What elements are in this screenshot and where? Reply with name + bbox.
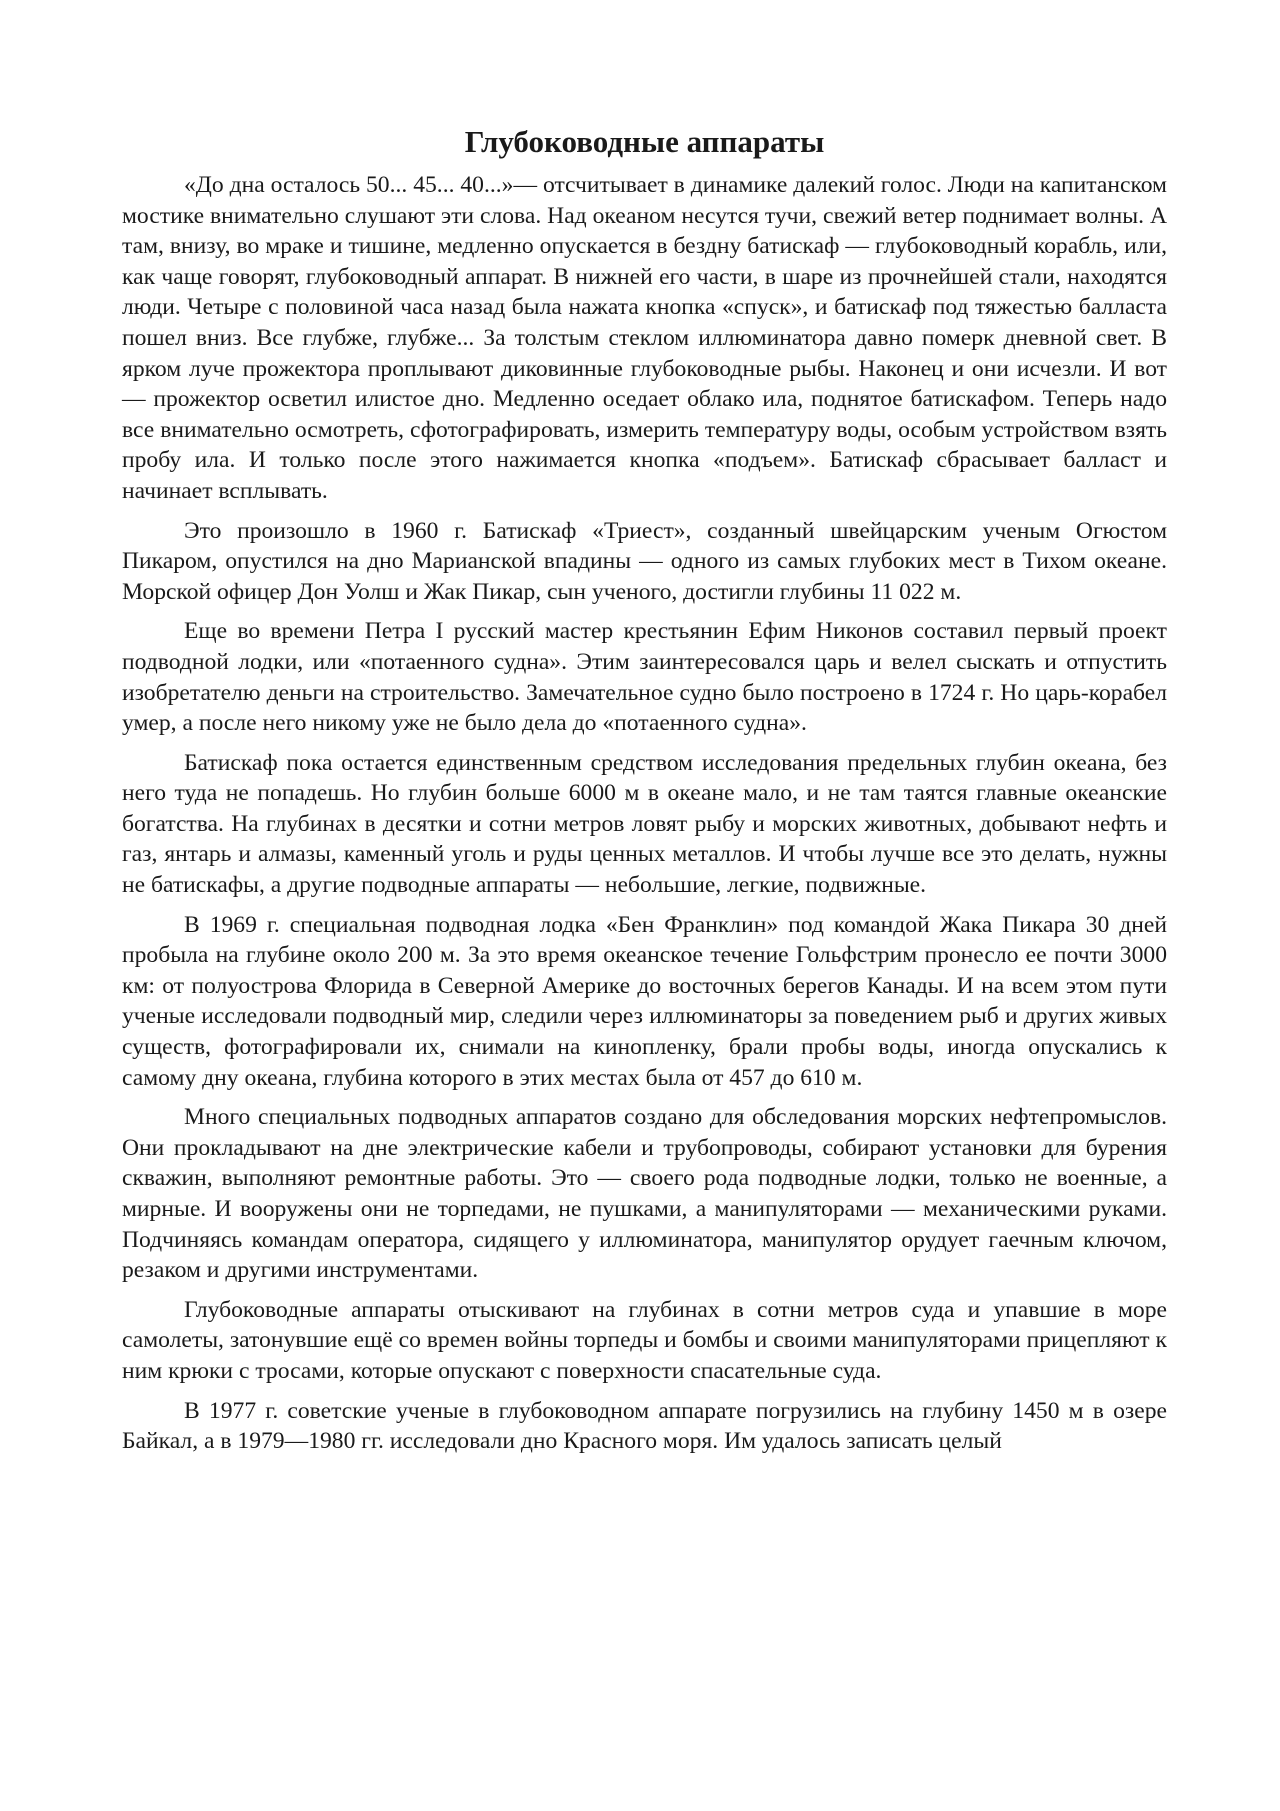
paragraph-5: В 1969 г. специальная подводная лодка «Бен Франклин» под командой Жака Пикара 30 дней пробыла на глубине около 200 м. За это время океанское течение Гольфстрим пронесло ее почти 3000 км: от полуострова Флорида в Северной Америке до восточных берегов Канады. И на всем этом пути ученые исследовали подводный мир, следили через иллюминаторы за поведением рыб и других живых существ, фотографировали их, снимали на кинопленку, брали пробы воды, иногда опускались к самому дну океана, глубина которого в этих местах была от 457 до 610 м. — [122, 911, 1167, 1091]
document-page — [122, 122, 1167, 1466]
paragraph-1: «До дна осталось 50... 45... 40...»— отсчитывает в динамике далекий голос. Люди на капитанском мостике внимательно слушают эти слова. Над океаном несутся тучи, свежий ветер поднимает волны. А там, внизу, во мраке и тишине, медленно опускается в бездну батискаф — глубоководный корабль, или, как чаще говорят, глубоководный аппарат. В нижней его части, в шаре из прочнейшей стали, находятся люди. Четыре с половиной часа назад была нажата кнопка «спуск», и батискаф под тяжестью балласта пошел вниз. Все глубже, глубже... За толстым стеклом иллюминатора давно померк дневной свет. В ярком луче прожектора проплывают диковинные глубоководные рыбы. Наконец и они исчезли. И вот — прожектор осветил илистое дно. Медленно оседает облако ила, поднятое батискафом. Теперь надо все внимательно осмотреть, сфотографировать, измерить температуру воды, особым устройством взять пробу ила. И только после этого нажимается кнопка «подъем». Батискаф сбрасывает балласт и начинает всплывать. — [122, 172, 1167, 504]
paragraph-3: Еще во времени Петра I русский мастер крестьянин Ефим Никонов составил первый проект подводной лодки, или «потаенного судна». Этим заинтересовался царь и велел сыскать и отпустить изобретателю деньги на строительство. Замечательное судно было построено в 1724 г. Но царь-корабел умер, а после него никому уже не было дела до «потаенного судна». — [122, 618, 1167, 737]
paragraph-6: Много специальных подводных аппаратов создано для обследования морских нефтепромыслов. Они прокладывают на дне электрические кабели и трубопроводы, собирают установки для бурения скважин, выполняют ремонтные работы. Это — своего рода подводные лодки, только не военные, а мирные. И вооружены они не торпедами, не пушками, а манипуляторами — механическими руками. Подчиняясь командам оператора, сидящего у иллюминатора, манипулятор орудует гаечным ключом, резаком и другими инструментами. — [122, 1104, 1167, 1284]
document-title: Глубоководные аппараты — [464, 124, 825, 159]
paragraph-4: Батискаф пока остается единственным средством исследования предельных глубин океана, без него туда не попадешь. Но глубин больше 6000 м в океане мало, и не там таятся главные океанские богатства. На глубинах в десятки и сотни метров ловят рыбу и морских животных, добывают нефть и газ, янтарь и алмазы, каменный уголь и руды ценных металлов. И чтобы лучше все это делать, нужны не батискафы, а другие подводные аппараты — небольшие, легкие, подвижные. — [122, 749, 1167, 899]
paragraph-7: Глубоководные аппараты отыскивают на глубинах в сотни метров суда и упавшие в море самолеты, затонувшие ещё со времен войны торпеды и бомбы и своими манипуляторами прицепляют к ним крюки с тросами, которые опускают с поверхности спасательные суда. — [122, 1296, 1167, 1384]
paragraph-8: В 1977 г. советские ученые в глубоководном аппарате погрузились на глубину 1450 м в озере Байкал, а в 1979—1980 гг. исследовали дно Красного моря. Им удалось записать целый — [122, 1397, 1167, 1455]
paragraph-2: Это произошло в 1960 г. Батискаф «Триест», созданный швейцарским ученым Огюстом Пикаром, опустился на дно Марианской впадины — одного из самых глубоких мест в Тихом океане. Морской офицер Дон Уолш и Жак Пикар, сын ученого, достигли глубины 11 022 м. — [122, 517, 1167, 605]
